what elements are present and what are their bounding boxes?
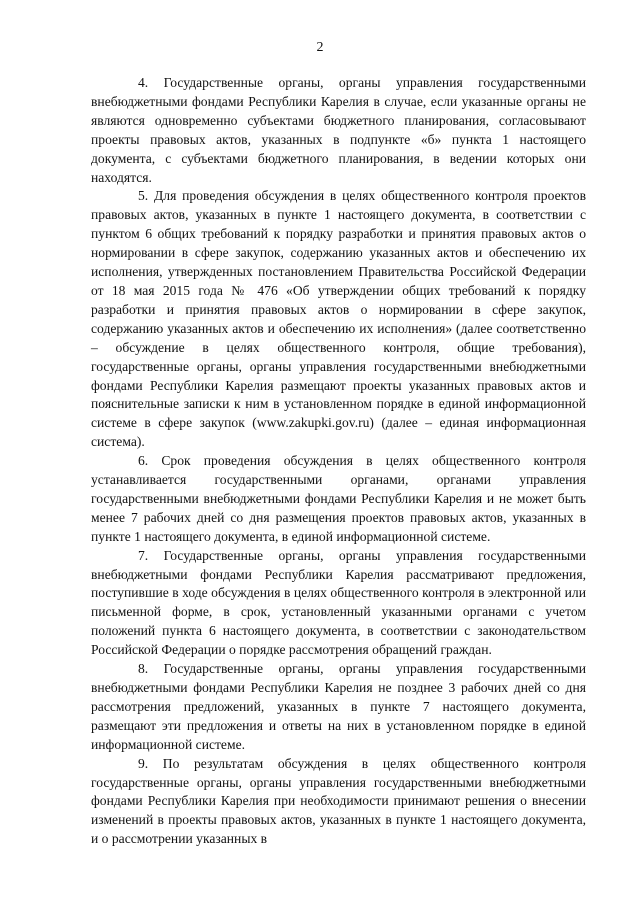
- paragraph-4: 4. Государственные органы, органы управления государственными внебюджетными фондами Республики Карелия в случае, если указанные органы не являются одновременно субъектами бюджетного планирования, согласовывают проекты правовых актов, указанных в подпункте «б» пункта 1 настоящего документа, с субъектами бюджетного планирования, в ведении которых они находятся.: [91, 75, 586, 185]
- paragraph-7: 7. Государственные органы, органы управления государственными внебюджетными фондами Республики Карелия рассматривают предложения, поступившие в ходе обсуждения в целях общественного контроля в электронной или письменной форме, в срок, установленный указанными органами с учетом положений пункта 6 настоящего документа, в соответствии с законодательством Российской Федерации о порядке рассмотрения обращений граждан.: [91, 547, 586, 658]
- paragraph-9: 9. По результатам обсуждения в целях общественного контроля государственные органы, органы управления государственными внебюджетными фондами Республики Карелия при необходимости принимают решения о внесении изменений в проекты правовых актов, указанных в пункте 1 настоящего документа, и о рассмотрении указанных в: [91, 755, 586, 847]
- document-body: [91, 74, 586, 849]
- paragraph-5: 5. Для проведения обсуждения в целях общественного контроля проектов правовых актов, указанных в пункте 1 настоящего документа, в соответствии с пунктом 6 общих требований к порядку разработки и принятия правовых актов о нормировании в сфере закупок, содержанию указанных актов и обеспечению их исполнения, утвержденных постановлением Правительства Российской Федерации от 18 мая 2015 года № 476 «Об утверждении общих требований к порядку разработки и принятия правовых актов о нормировании в сфере закупок, содержанию указанных актов и обеспечению их исполнения» (далее соответственно – обсуждение в целях общественного контроля, общие требования), государственные органы, органы управления государственными внебюджетными фондами Республики Карелия размещают проекты указанных правовых актов и пояснительные записки к ним в установленном порядке в единой информационной системе в сфере закупок (www.zakupki.gov.ru) (далее – единая информационная система).: [91, 188, 586, 450]
- paragraph-8: 8. Государственные органы, органы управления государственными внебюджетными фондами Республики Карелия не позднее 3 рабочих дней со дня рассмотрения предложений, указанных в пункте 7 настоящего документа, размещают эти предложения и ответы на них в установленном порядке в единой информационной системе.: [91, 661, 586, 752]
- paragraph-6: 6. Срок проведения обсуждения в целях общественного контроля устанавливается государственными органами, органами управления государственными внебюджетными фондами Республики Карелия и не может быть менее 7 рабочих дней со дня размещения проектов правовых актов, указанных в пункте 1 настоящего документа, в единой информационной системе.: [91, 453, 586, 544]
- page-number: 2: [316, 40, 324, 55]
